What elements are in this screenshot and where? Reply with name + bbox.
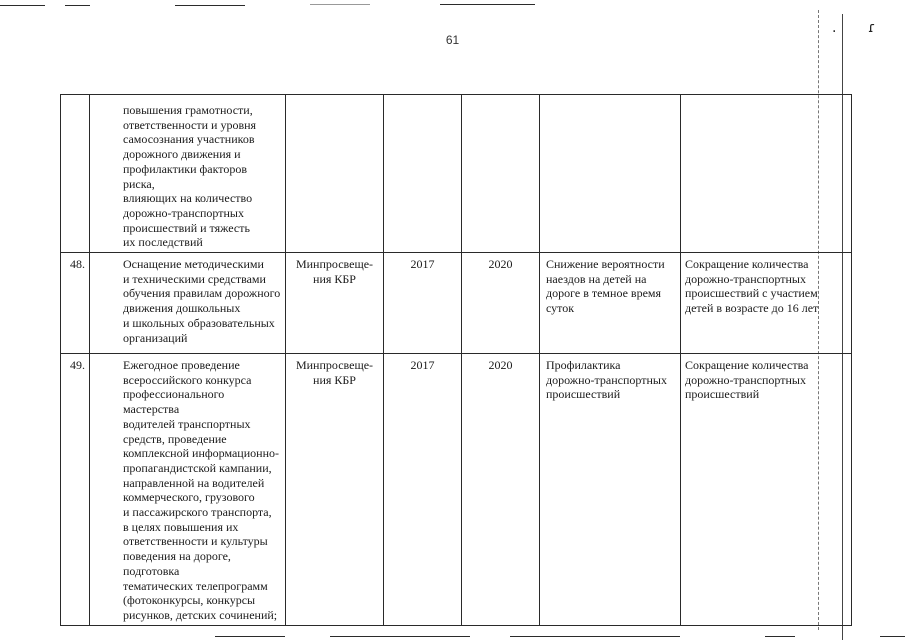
scan-artifact-top-3	[175, 5, 245, 6]
row-number: 49.	[61, 354, 90, 626]
start-year-cell: 2017	[384, 354, 462, 626]
measure-text: Оснащение методическими и техническими средствами обучения правилам дорожного движения дошкольных и школьных образовательных организаций	[90, 253, 286, 354]
end-year-cell: 2020	[462, 253, 540, 354]
scan-artifact-top-5	[440, 4, 535, 5]
start-year-cell	[384, 95, 462, 253]
table-row	[61, 253, 852, 354]
start-year-cell: 2017	[384, 253, 462, 354]
row-number: 48.	[61, 253, 90, 354]
scan-artifact-bottom-1	[215, 636, 285, 637]
scan-artifact-bottom-3	[510, 636, 680, 637]
scan-artifact-mark: ɾ	[868, 20, 876, 36]
indicator-cell: Сокращение количества дорожно-транспортных происшествий	[681, 354, 852, 626]
indicator-cell	[681, 95, 852, 253]
scan-artifact-top-2	[65, 5, 90, 6]
scan-artifact-top-1	[0, 5, 45, 6]
result-cell: Снижение вероятности наездов на детей на дороге в темное время суток	[540, 253, 681, 354]
scan-artifact-top-4	[310, 4, 370, 5]
measures-table	[60, 94, 852, 626]
end-year-cell	[462, 95, 540, 253]
indicator-cell: Сокращение количества дорожно-транспортных происшествий с участием детей в возрасте до 16 лет	[681, 253, 852, 354]
scan-artifact-bottom-5	[880, 636, 905, 637]
executor-cell: Минпросвеще- ния КБР	[286, 354, 384, 626]
result-cell: Профилактика дорожно-транспортных происшествий	[540, 354, 681, 626]
executor-cell: Минпросвеще- ния КБР	[286, 253, 384, 354]
executor-cell	[286, 95, 384, 253]
scan-artifact-dot: ·	[832, 24, 837, 40]
table-row	[61, 95, 852, 253]
table-row	[61, 354, 852, 626]
end-year-cell: 2020	[462, 354, 540, 626]
row-number	[61, 95, 90, 253]
scan-artifact-bottom-4	[765, 636, 795, 637]
result-cell	[540, 95, 681, 253]
measure-text: Ежегодное проведение всероссийского конкурса профессионального мастерства водителей транспортных средств, проведение комплексной информационно- пропагандистской кампании, направленной на водителей коммерческого, грузового и пассажирского транспорта, в целях повышения их ответственности и культуры поведения на дороге, подготовка тематических телепрограмм (фотоконкурсы, конкурсы рисунков, детских сочинений;	[90, 354, 286, 626]
page-number: 61	[445, 33, 460, 47]
scan-artifact-bottom-2	[330, 636, 470, 637]
measure-text: повышения грамотности, ответственности и уровня самосознания участников дорожного движения и профилактики факторов риска, влияющих на количество дорожно-транспортных происшествий и тяжесть их последствий	[90, 95, 286, 253]
